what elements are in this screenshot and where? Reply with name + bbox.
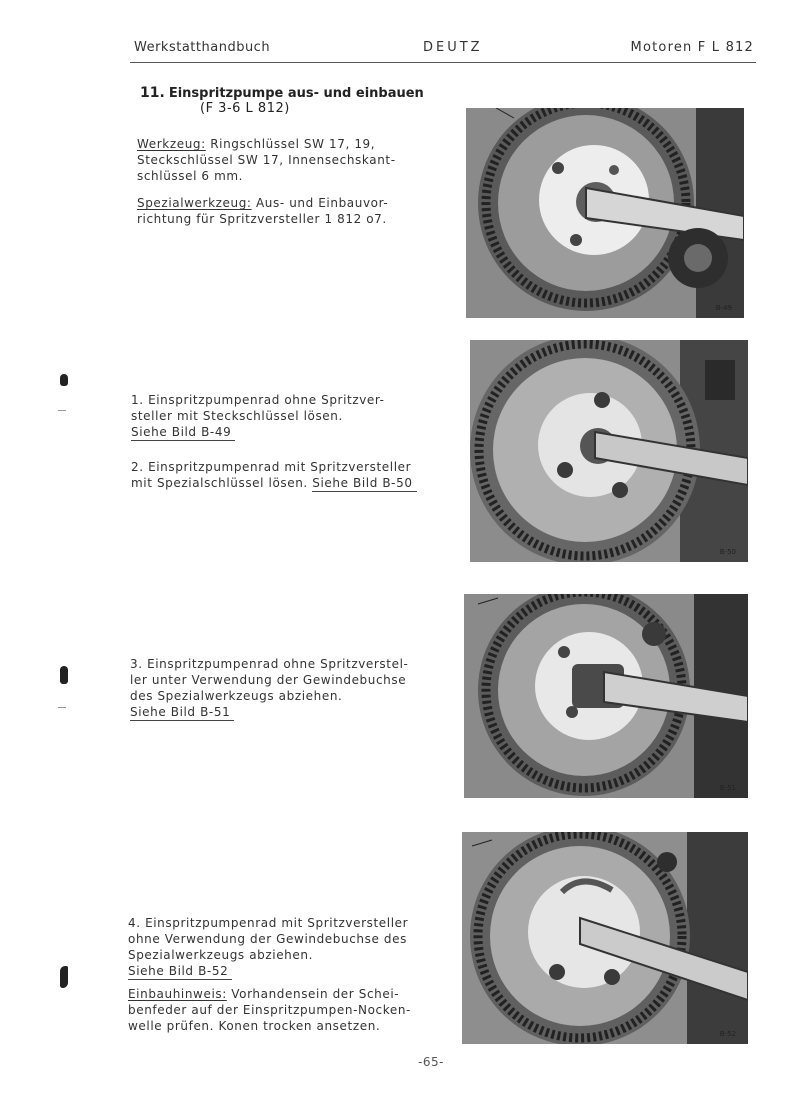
- figure-tag: B-52: [719, 1030, 736, 1038]
- gear-wrench-photo-icon: [466, 108, 744, 318]
- gear-puller-photo-icon: [464, 594, 748, 798]
- step-4: [128, 915, 418, 980]
- margin-mark: [60, 966, 68, 988]
- step-3: [130, 656, 410, 721]
- header-rule: [130, 62, 756, 63]
- tools-line: Steckschlüssel SW 17, Innensechskant-: [137, 153, 396, 167]
- step-text: 2. Einspritzpumpenrad mit Spritzversteller: [131, 460, 412, 474]
- margin-dash: [58, 707, 66, 708]
- header-manual-title: Werkstatthandbuch: [134, 40, 271, 55]
- figure-reference: Siehe Bild B-51: [130, 704, 234, 721]
- figure-b49-photo: [466, 108, 744, 318]
- step-text: mit Spezialschlüssel lösen.: [131, 476, 313, 490]
- margin-dash: [58, 410, 66, 411]
- note-line: benfeder auf der Einspritzpumpen-Nocken-: [128, 1003, 411, 1017]
- header-brand: DEUTZ: [423, 40, 483, 55]
- note-line: welle prüfen. Konen trocken ansetzen.: [128, 1019, 381, 1033]
- step-text: 4. Einspritzpumpenrad mit Spritzversteller: [128, 916, 409, 930]
- figure-b50-photo: [470, 340, 748, 562]
- installation-note: [128, 986, 418, 1034]
- tools-paragraph: [137, 136, 397, 184]
- special-tools-paragraph: [137, 195, 407, 227]
- section-heading: Einspritzpumpe aus- und einbauen: [168, 86, 424, 101]
- note-label: Einbauhinweis:: [128, 987, 227, 1001]
- step-text: ler unter Verwendung der Gewindebuchse: [130, 673, 407, 687]
- step-text: Spezialwerkzeugs abziehen.: [128, 948, 313, 962]
- section-number: 11.: [140, 85, 165, 101]
- header-engine-model: Motoren F L 812: [630, 40, 754, 55]
- section-title: [140, 86, 424, 116]
- margin-mark: [60, 666, 68, 684]
- figure-tag: B-50: [719, 548, 736, 556]
- step-text: 3. Einspritzpumpenrad ohne Spritzverstel-: [130, 657, 409, 671]
- page-header: [130, 36, 756, 66]
- step-2: [131, 459, 431, 492]
- figure-b52-photo: [462, 832, 748, 1044]
- figure-tag: B-51: [719, 784, 736, 792]
- gear-puller-photo-icon: [462, 832, 748, 1044]
- section-subtitle: (F 3-6 L 812): [200, 101, 290, 116]
- special-tools-line: Aus- und Einbauvor-: [251, 196, 389, 210]
- figure-reference: Siehe Bild B-49: [131, 424, 235, 441]
- step-text: des Spezialwerkzeugs abziehen.: [130, 689, 343, 703]
- special-tools-label: Spezialwerkzeug:: [137, 196, 252, 210]
- step-text: steller mit Steckschlüssel lösen.: [131, 409, 343, 423]
- step-text: 1. Einspritzpumpenrad ohne Spritzver-: [131, 393, 385, 407]
- page-number: -65-: [418, 1055, 444, 1069]
- margin-mark: [60, 374, 68, 386]
- gear-wrench-photo-icon: [470, 340, 748, 562]
- step-1: [131, 392, 401, 441]
- note-line: Vorhandensein der Schei-: [226, 987, 400, 1001]
- figure-reference: Siehe Bild B-52: [128, 963, 232, 980]
- tools-line: Ringschlüssel SW 17, 19,: [205, 137, 376, 151]
- special-tools-line: richtung für Spritzversteller 1 812 o7.: [137, 212, 387, 226]
- figure-tag: B-49: [715, 304, 732, 312]
- figure-b51-photo: [464, 594, 748, 798]
- tools-label: Werkzeug:: [137, 137, 206, 151]
- figure-reference: Siehe Bild B-50: [312, 475, 416, 492]
- step-text: ohne Verwendung der Gewindebuchse des: [128, 932, 407, 946]
- tools-line: schlüssel 6 mm.: [137, 169, 244, 183]
